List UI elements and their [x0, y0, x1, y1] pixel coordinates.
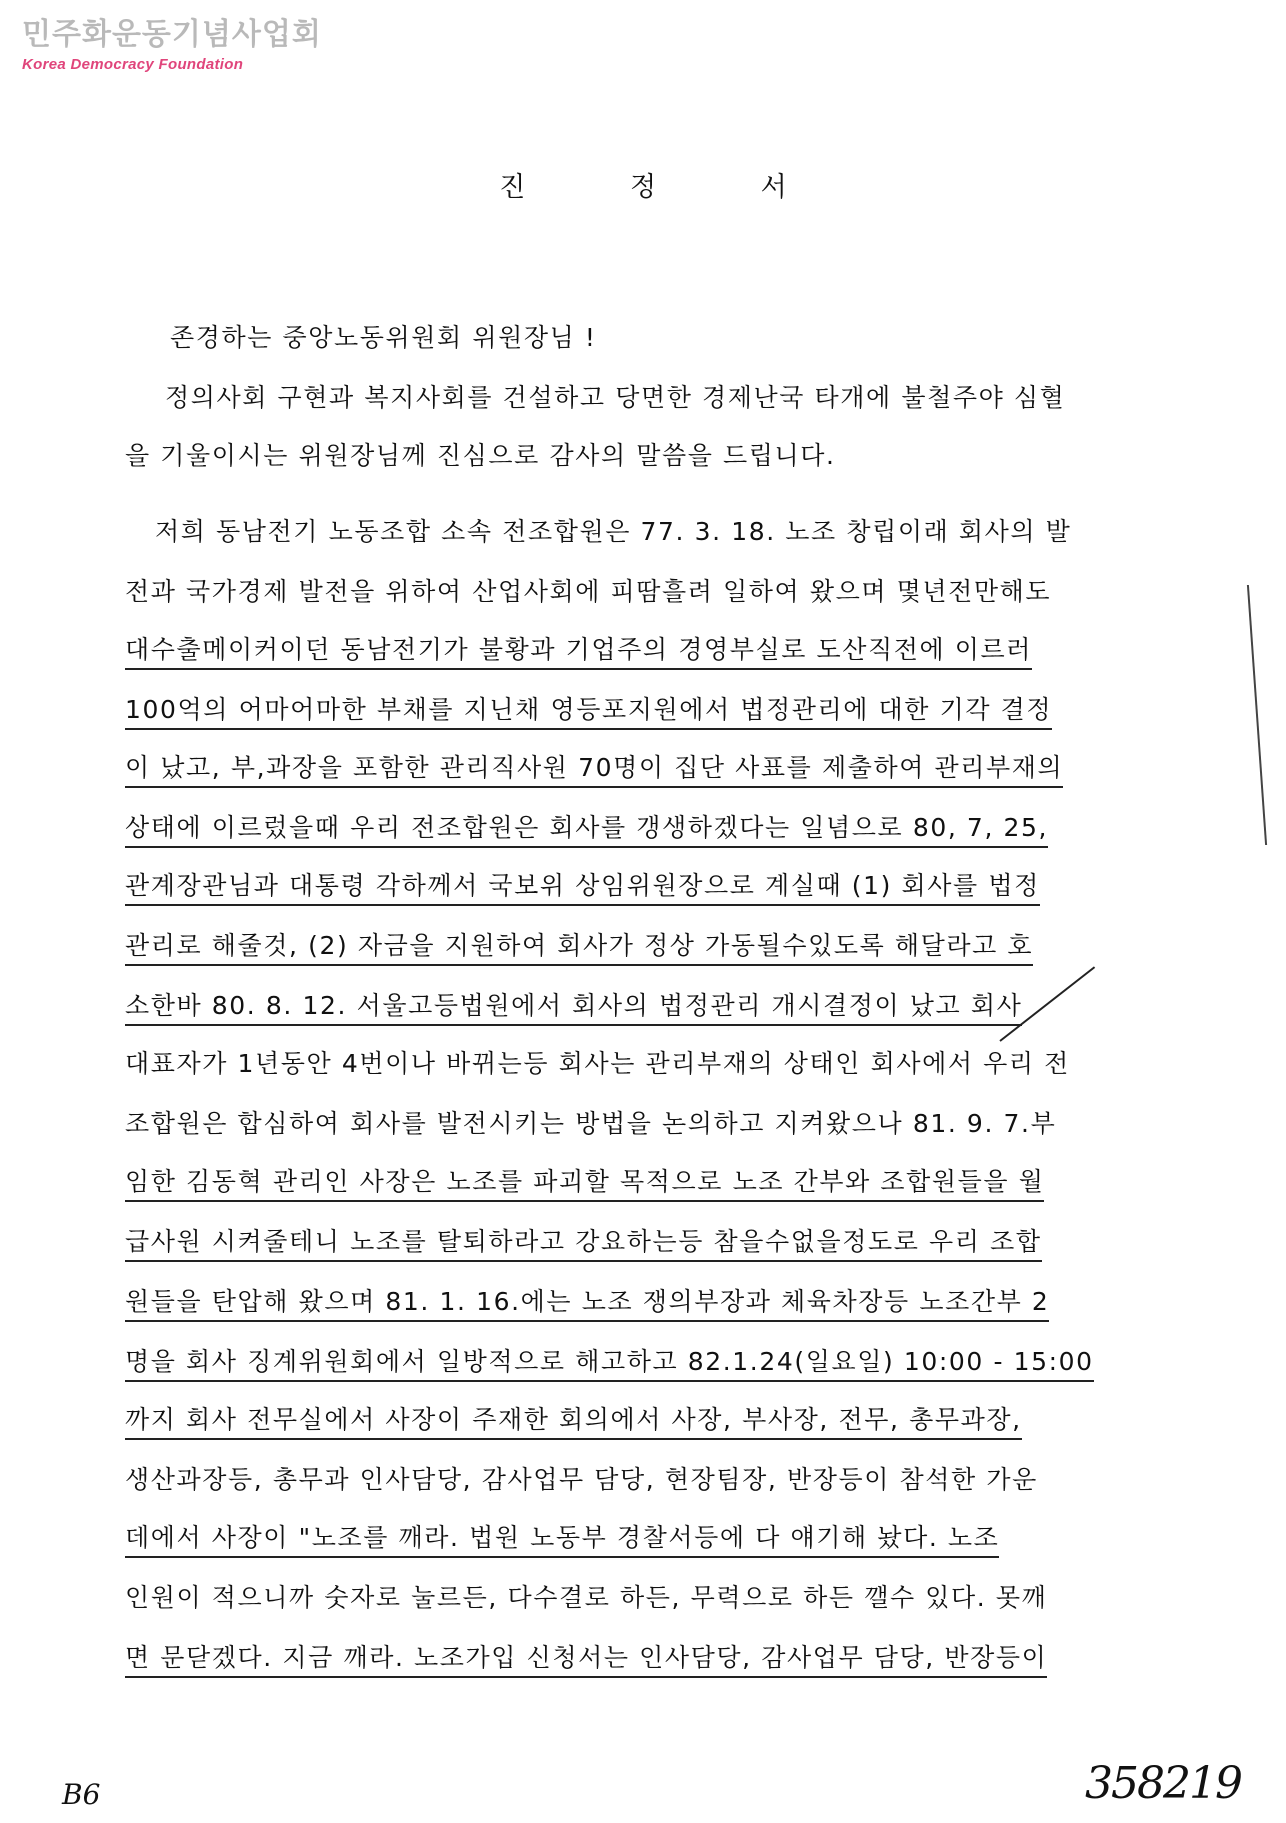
text-line-5: 대수출메이커이던 동남전기가 불황과 기업주의 경영부실로 도산직전에 이르러: [125, 630, 1032, 670]
text-line-10: 관리로 해줄것, (2) 자금을 지원하여 회사가 정상 가동될수있도록 해달라고 호: [125, 926, 1033, 966]
text-line-22: 면 문닫겠다. 지금 깨라. 노조가입 신청서는 인사담당, 감사업무 담당, 반장등이: [125, 1638, 1047, 1678]
text-line-9: 관계장관님과 대통령 각하께서 국보위 상임위원장으로 계실때 (1) 회사를 법정: [125, 866, 1040, 906]
text-line-21: 인원이 적으니까 숫자로 눌르든, 다수결로 하든, 무력으로 하든 깰수 있다. 못깨: [125, 1583, 1048, 1612]
page-number: 358219: [1085, 1758, 1241, 1809]
margin-bracket-mark: [1227, 585, 1267, 845]
document-title: 진 정 서: [499, 172, 835, 203]
text-line-13: 조합원은 합심하여 회사를 발전시키는 방법을 논의하고 지켜왔으나 81. 9. 7.부: [125, 1109, 1057, 1138]
text-line-20: 데에서 사장이 "노조를 깨라. 법원 노동부 경찰서등에 다 얘기해 놨다. 노조: [125, 1518, 999, 1558]
text-line-17: 명을 회사 징계위원회에서 일방적으로 해고하고 82.1.24(일요일) 10:00 - 15:00: [125, 1342, 1094, 1382]
text-line-6: 100억의 어마어마한 부채를 지닌채 영등포지원에서 법정관리에 대한 기각 결정: [125, 690, 1052, 730]
margin-note: B6: [62, 1778, 101, 1811]
text-line-19: 생산과장등, 총무과 인사담당, 감사업무 담당, 현장팀장, 반장등이 참석한 가운: [125, 1465, 1038, 1494]
text-line-2: 을 기울이시는 위원장님께 진심으로 감사의 말씀을 드립니다.: [125, 441, 836, 470]
greeting-line: 존경하는 중앙노동위원회 위원장님 !: [170, 323, 597, 352]
foundation-logo: [22, 17, 322, 73]
text-line-14: 임한 김동혁 관리인 사장은 노조를 파괴할 목적으로 노조 간부와 조합원들을 월: [125, 1162, 1044, 1202]
text-line-11: 소한바 80. 8. 12. 서울고등법원에서 회사의 법정관리 개시결정이 났고 회사: [125, 986, 1022, 1026]
logo-english-text: Korea Democracy Foundation: [22, 56, 244, 73]
text-line-4: 전과 국가경제 발전을 위하여 산업사회에 피땀흘려 일하여 왔으며 몇년전만해도: [125, 577, 1052, 606]
text-line-18: 까지 회사 전무실에서 사장이 주재한 회의에서 사장, 부사장, 전무, 총무과장,: [125, 1400, 1022, 1440]
text-line-3: 저희 동남전기 노동조합 소속 전조합원은 77. 3. 18. 노조 창립이래 회사의 발: [155, 517, 1072, 546]
text-line-7: 이 났고, 부,과장을 포함한 관리직사원 70명이 집단 사표를 제출하여 관리부재의: [125, 748, 1063, 788]
text-line-12: 대표자가 1년동안 4번이나 바뀌는등 회사는 관리부재의 상태인 회사에서 우리 전: [125, 1049, 1070, 1078]
text-line-16: 원들을 탄압해 왔으며 81. 1. 16.에는 노조 쟁의부장과 체육차장등 노조간부 2: [125, 1282, 1049, 1322]
logo-korean-text: 민주화운동기념사업회: [22, 17, 322, 52]
text-line-8: 상태에 이르렀을때 우리 전조합원은 회사를 갱생하겠다는 일념으로 80, 7, 25,: [125, 808, 1048, 848]
text-line-1: 정의사회 구현과 복지사회를 건설하고 당면한 경제난국 타개에 불철주야 심혈: [165, 383, 1066, 412]
text-line-15: 급사원 시켜줄테니 노조를 탈퇴하라고 강요하는등 참을수없을정도로 우리 조합: [125, 1222, 1042, 1262]
